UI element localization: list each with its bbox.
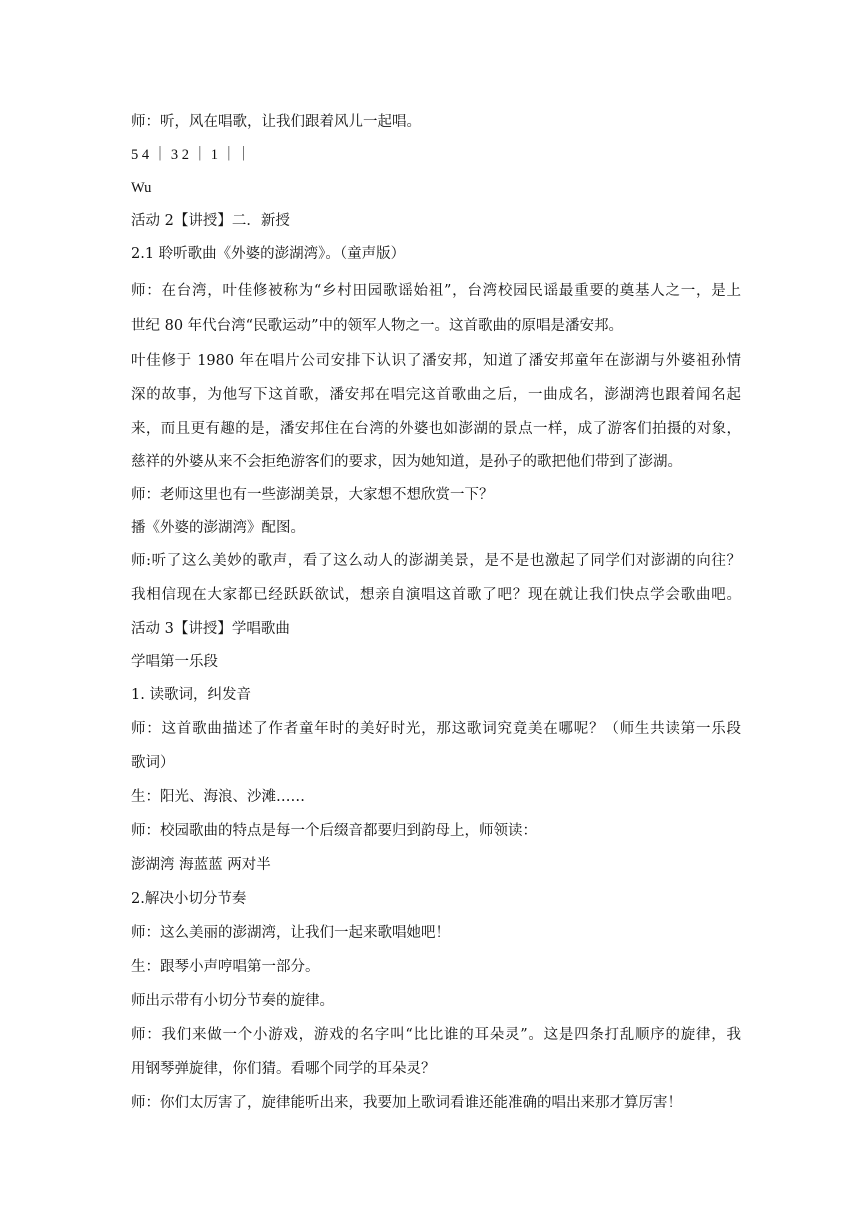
- paragraph-line: 世纪 80 年代台湾“民歌运动”中的领军人物之一。这首歌曲的原唱是潘安邦。: [131, 318, 623, 334]
- paragraph-line: 播《外婆的澎湖湾》配图。: [131, 520, 305, 536]
- paragraph-line: 澎湖湾 海蓝蓝 两对半: [131, 857, 271, 873]
- paragraph-line: 师：你们太厉害了，旋律能听出来，我要加上歌词看谁还能准确的唱出来那才算厉害！: [131, 1095, 682, 1111]
- paragraph-line: 用钢琴弹旋律，你们猜。看哪个同学的耳朵灵？: [131, 1061, 436, 1077]
- paragraph-line: 师：老师这里也有一些澎湖美景，大家想不想欣赏一下？: [131, 487, 494, 503]
- paragraph-line: 1. 读歌词，纠发音: [131, 687, 251, 703]
- paragraph-line: 深的故事，为他写下这首歌，潘安邦在唱完这首歌曲之后，一曲成名，澎湖湾也跟着闻名起: [131, 387, 741, 403]
- paragraph-line: 师：校园歌曲的特点是每一个后缀音都要归到韵母上，师领读：: [131, 823, 537, 839]
- paragraph-line: 2.解决小切分节奏: [131, 891, 247, 907]
- section-heading: 活动 2【讲授】二．新授: [131, 213, 290, 229]
- paragraph-line: 生：阳光、海浪、沙滩……: [131, 789, 305, 805]
- paragraph-line: 师:听了这么美妙的歌声，看了这么动人的澎湖美景，是不是也激起了同学们对澎湖的向往？: [131, 553, 741, 569]
- paragraph-line: 叶佳修于 1980 年在唱片公司安排下认识了潘安邦，知道了潘安邦童年在澎湖与外婆祖孙情: [131, 353, 741, 369]
- section-heading: 活动 3【讲授】学唱歌曲: [131, 621, 290, 637]
- paragraph-line: 慈祥的外婆从来不会拒绝游客们的要求，因为她知道，是孙子的歌把他们带到了澎湖。: [131, 454, 682, 470]
- paragraph-line: 师：这首歌曲描述了作者童年时的美好时光，那这歌词究竟美在哪呢？（师生共读第一乐段: [131, 721, 741, 737]
- paragraph-line: Wu: [131, 180, 152, 196]
- notation-line: 5 4 ｜ 3 2 ｜ 1 ｜｜: [131, 147, 251, 163]
- paragraph-line: 师：这么美丽的澎湖湾，让我们一起来歌唱她吧！: [131, 925, 450, 941]
- paragraph-line: 师：在台湾，叶佳修被称为“乡村田园歌谣始祖”，台湾校园民谣最重要的奠基人之一，是上: [131, 283, 741, 299]
- subsection-heading: 学唱第一乐段: [131, 654, 218, 670]
- paragraph-line: 师出示带有小切分节奏的旋律。: [131, 993, 334, 1009]
- paragraph-line: 歌词）: [131, 755, 175, 771]
- paragraph-line: 生：跟琴小声哼唱第一部分。: [131, 959, 320, 975]
- paragraph-line: 师：听，风在唱歌，让我们跟着风儿一起唱。: [131, 114, 421, 130]
- paragraph-line: 来，而且更有趣的是，潘安邦住在台湾的外婆也如澎湖的景点一样，成了游客们拍摄的对象，: [131, 421, 741, 437]
- paragraph-line: 师：我们来做一个小游戏，游戏的名字叫“比比谁的耳朵灵”。这是四条打乱顺序的旋律，我: [131, 1027, 741, 1043]
- paragraph-line: 2.1 聆听歌曲《外婆的澎湖湾》。（童声版）: [131, 246, 406, 262]
- paragraph-line: 我相信现在大家都已经跃跃欲试，想亲自演唱这首歌了吧？现在就让我们快点学会歌曲吧。: [131, 587, 741, 603]
